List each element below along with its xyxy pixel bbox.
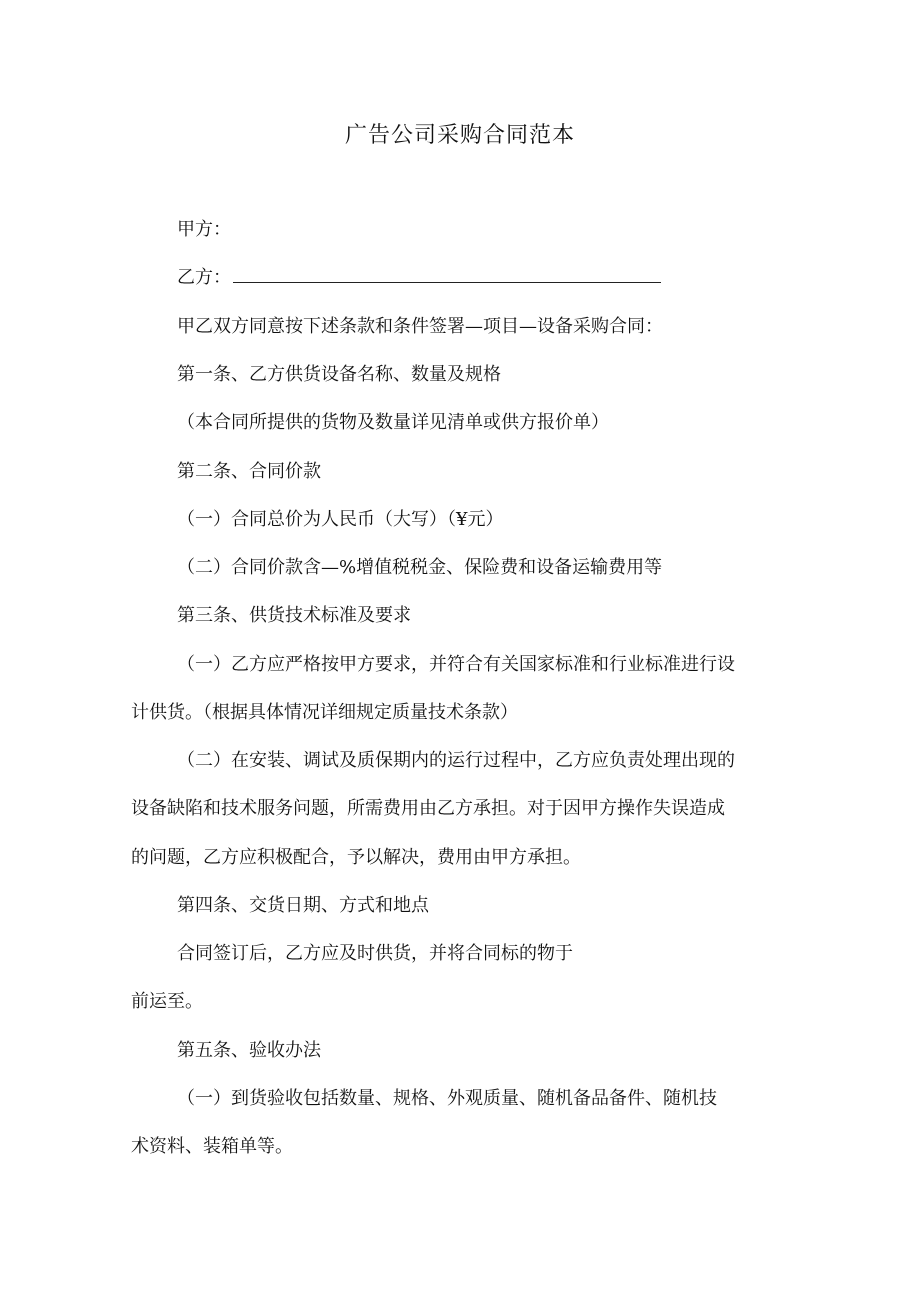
article-5-item-1-line-1: （一）到货验收包括数量、规格、外观质量、随机备品备件、随机技	[177, 1088, 717, 1109]
document-title: 广告公司采购合同范本	[344, 123, 575, 148]
article-3-item-2-line-3: 的问题，乙方应积极配合，予以解决，费用由甲方承担。	[131, 847, 581, 868]
article-1-heading: 第一条、乙方供货设备名称、数量及规格	[177, 364, 501, 385]
article-4-heading: 第四条、交货日期、方式和地点	[177, 895, 429, 916]
article-3-heading: 第三条、供货技术标准及要求	[177, 605, 411, 626]
party-b-blank-line	[233, 266, 661, 283]
article-4-text-line-1: 合同签订后，乙方应及时供货，并将合同标的物于	[177, 943, 573, 964]
article-4-text-line-2: 前运至。	[131, 991, 203, 1012]
article-2-item-2: （二）合同价款含—%增值税税金、保险费和设备运输费用等	[177, 557, 663, 578]
party-a-label: 甲方：	[177, 219, 231, 240]
article-3-item-2-line-1: （二）在安装、调试及质保期内的运行过程中，乙方应负责处理出现的	[177, 750, 735, 771]
party-b-label: 乙方：	[177, 267, 231, 288]
article-5-heading: 第五条、验收办法	[177, 1040, 321, 1061]
article-3-item-1-line-2: 计供货。（根据具体情况详细规定质量技术条款）	[131, 702, 518, 723]
article-5-item-1-line-2: 术资料、装箱单等。	[131, 1136, 293, 1157]
article-3-item-1-line-1: （一）乙方应严格按甲方要求，并符合有关国家标准和行业标准进行设	[177, 654, 735, 675]
article-2-item-1: （一）合同总价为人民币（大写）（¥元）	[177, 509, 504, 530]
party-b-row	[177, 266, 661, 290]
intro-text: 甲乙双方同意按下述条款和条件签署—项目—设备采购合同：	[177, 316, 663, 337]
article-3-item-2-line-2: 设备缺陷和技术服务问题，所需费用由乙方承担。对于因甲方操作失误造成	[131, 798, 725, 819]
article-2-heading: 第二条、合同价款	[177, 461, 321, 482]
article-1-note: （本合同所提供的货物及数量详见清单或供方报价单）	[177, 412, 609, 433]
